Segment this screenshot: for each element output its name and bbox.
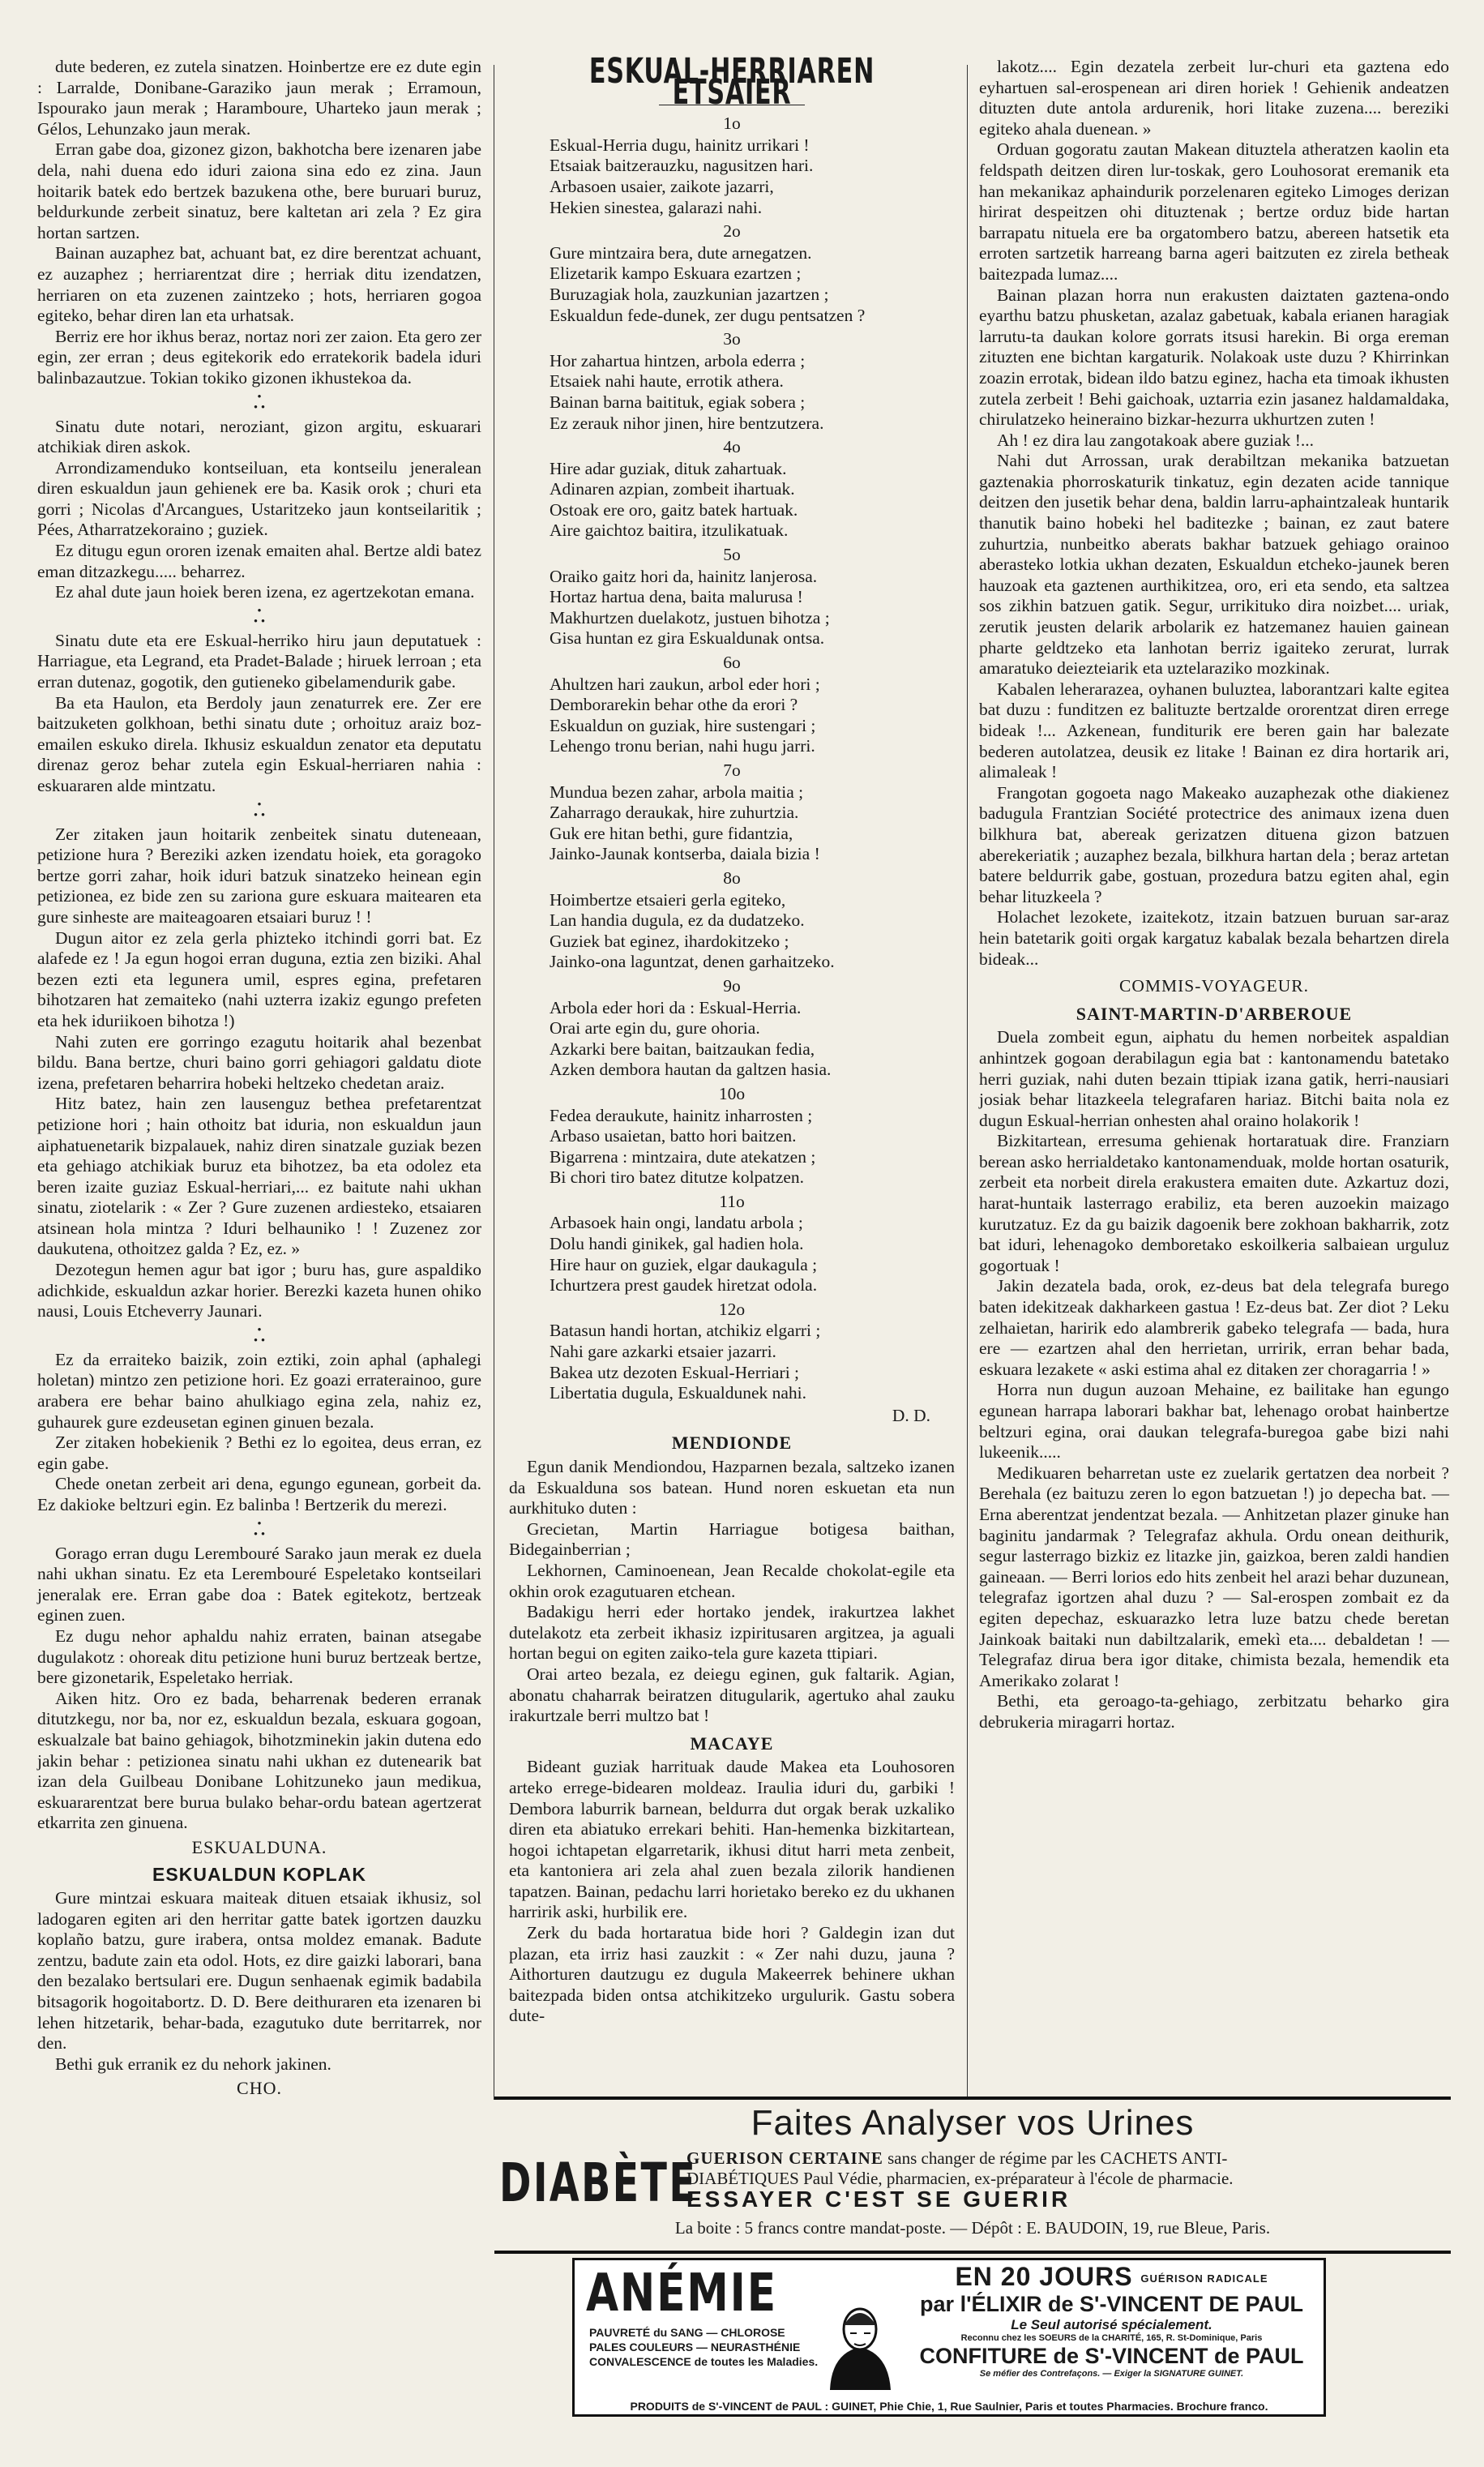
verse-line: Eskualdun on guziak, hire sustengari ; (550, 715, 816, 735)
stanza (509, 675, 955, 757)
paragraph: Bainan plazan horra nun erakusten daiztaten gaztena-ondo eyarthu batzu phusketan, azalaz gabetuak, kabala erianen haragiak larrutu-ta daukan kolore gorrats itsusi harekin. Bi orga ereman zituzten ene bichtan kargaturik. Nolakoak uste duzu ? Khirrinkan zoazin errotak, bidean ildo batzu eginez, hacha eta timoak ikhusten zutela zerbeit ! Behi gaichoak, uztarria ezin jasanez haldamaldaka, chirulatzeko heineraino bizkar-hezurra ukhurtzen zuten ! (979, 285, 1449, 430)
verse-line: Libertatia dugula, Eskualdunek nahi. (550, 1383, 807, 1403)
symptom-line: PAUVRETÉ du SANG — CHLOROSE (589, 2326, 785, 2339)
paragraph: Bainan auzaphez bat, achuant bat, ez dire berentzat achuant, ez auzaphez ; herriarentzat dire ; herriak ditu izendatzen, herriaren on eta zuzenen zaintzeko ; hots, herriaren gogoa egiteko, behar diren lan eta urhatsak. (37, 243, 481, 326)
paragraph: Ez da erraiteko baizik, zoin eztiki, zoin aphal (aphalegi holetan) mintzo zen petizione hori. Ez goazi erraterainoo, gure arabera ere behar baino ahulkiago egina zela, nahiz ez, guhaurek gure ezdeusetan eginen ginuen bezala. (37, 1349, 481, 1432)
paragraph: Orduan gogoratu zautan Makean dituztela atheratzen kaolin eta feldspath deitzen diren lur-toskak, gero Louhosorat eremanik eta han mekanikaz aphaindurik porzelenaren egiteko Limoges derizan hirirat despeitzen ohi dituztenak ; bertze orduz bide hartan barrapatu nituela ere ba orgatombero batzu, abereen hatsetik eta erroten sartzetik harreang barna ageri baitzuten ez zirela betheak baitezpada lumaz.... (979, 139, 1449, 284)
paragraph: Zer zitaken hobekienik ? Bethi ez lo egoitea, deus erran, ez egin gabe. (37, 1433, 481, 1473)
paragraph: Ba eta Haulon, eta Berdoly jaun zenaturrek ere. Zer ere baitzuketen golkhoan, bethi sinatu dute ; orhoituz araiz boz-emailen eskuko direla. Ikhusiz eskualdun zenator eta deputatu direnaz geroz behar zutela egin Eskual-herriaren nahia : eskuararen alde mintzatu. (37, 692, 481, 795)
paragraph: Sinatu dute eta ere Eskual-herriko hiru jaun deputatuek : Harriague, eta Legrand, eta Pradet-Balade ; hiruek lerroan ; eta erran dutenaz, gogotik, den gutieneko gibelamendurik gabe. (37, 630, 481, 692)
verse-line: Demborarekin behar othe da erori ? (550, 695, 798, 715)
stanza (509, 567, 955, 649)
verse-line: Ez zerauk nihor jinen, hire bentzutzera. (550, 413, 824, 433)
paragraph: Ez ahal dute jaun hoiek beren izena, ez agertzekotan emana. (55, 582, 475, 602)
verse-line: Nahi gare azkarki etsaier jazarri. (550, 1342, 776, 1362)
paragraph: Badakigu herri eder hortako jendek, irakurtzea lakhet dutelakotz eta zerbeit ikhasiz izpiritusaren argitzea, ja aguali hortan begui on egiten zaiko-tela gure kazeta ttipiari. (509, 1602, 955, 1664)
paragraph: Bizkitartean, erresuma gehienak hortaratuak dire. Franziarn berean asko herrialdetako kantonamenduak, molde hortan osaturik, zerbeit eta norbeit direla erakustera emaiten dute. Azkartuz dozi, harat-huntaik lasterrago erabiliz, eta beren auzoekin maizago kurutzatuz. Ez da gu baizik dagoenik bere zokhoan bakharrik, zotz bat iduri, lehenagoko demboretako eskoilkeria salbaiean urguluz gogortuak ! (979, 1131, 1449, 1275)
confiture-line: CONFITURE de S'-VINCENT de PAUL (919, 2344, 1304, 2368)
verse-line: Arbaso usaietan, batto hori baitzen. (550, 1126, 797, 1146)
paragraph: Horra nun dugun auzoan Mehaine, ez bailitake han egungo egunean harrapa laborari bakhar bat, lehenago orobat hainbertze beltzuri egina, orai daukan telegrafa-buregoa gabe bizi nahi lukeenik..... (979, 1380, 1449, 1463)
macaye-article (509, 1757, 955, 2027)
separator-stars: • • • (253, 798, 266, 822)
poem-title: ESKUAL-HERRIAREN ETSAIER (588, 51, 875, 113)
paragraph: Dugun aitor ez zela gerla phizteko itchindi gorri bat. Ez alafede ez ! Ja egun hogoi erran duguna, eztia zen biziki. Ahal bezen ezti eta legunera umil, espres egina, prefetaren bihotzaren hat zemaiteko (nahi uzterra izakiz egungo prefeten eta hek iduriikoen bihotza !) (37, 927, 481, 1030)
paragraph: Duela zombeit egun, aiphatu du hemen norbeitek aspaldian anhintzek gogoan derabilagun egia bat : kantonamendu batetako herri guziak, nahi duten bezain ttipiak izana gatik, herri-nausiari josiak behar litazkeela telegrafaren hariaz. Bitchi baita nola ez dugun Eskual-herrian onhesten ahal oraino holakorik ! (979, 1027, 1449, 1130)
eskualduna-signature: ESKUALDUNA. (191, 1836, 327, 1857)
en-20-jours: EN 20 JOURS (955, 2262, 1133, 2291)
paragraph: Erran gabe doa, gizonez gizon, bakhotcha bere izenaren jabe dela, nahi duena edo iduri zaiona sina edo ez zina. Jaun hoitarik batek edo bertzek bazukena othe, bere buruari buruz, beldurkunde zerbeit sinatuz, bere kaltetan ari zela ? Ez gira hortan sartzen. (37, 139, 481, 242)
paragraph: Zer zitaken jaun hoitarik zenbeitek sinatu duteneaan, petizione hura ? Bereziki azken izendatu hoiek, eta goragoko bertze gorri zahar, hoik iduri batzuk sinatzeko heinean egin petizionea, ez bide zen su zariona gure eskuara maitearen eta gure sinheste are maiteagoaren etsaiari buruz ! ! (37, 824, 481, 927)
paragraph: Grecietan, Martin Harriague botigesa baithan, Bidegainberrian ; (509, 1518, 955, 1560)
ad-title: Faites Analyser vos Urines (751, 2103, 1195, 2143)
paragraph: Bethi, eta geroago-ta-gehiago, zerbitzatu beharko gira debrukeria miragarri hortaz. (979, 1691, 1449, 1732)
verse-line: Etsaiek nahi haute, errotik athera. (550, 371, 784, 392)
cho-signature: CHO. (237, 2078, 282, 2099)
anemie-right (903, 2262, 1320, 2379)
verse-line: Guziek bat eginez, ihardokitzeko ; (550, 931, 789, 951)
stanza (509, 890, 955, 973)
paragraph: dute bederen, ez zutela sinatzen. Hoinbertze ere ez dute egin : Larralde, Donibane-Garaziko jaun merak ; Erramoun, Ispourako jaun merak ; Haramboure, Uharteko jaun merak ; Gélos, Lehunzako jaun merak. (37, 57, 481, 139)
paragraph: Arrondizamenduko kontseiluan, eta kontseilu jeneralean diren eskualdun jaun gehienek ere ba. Kasik orok ; churi eta gorri ; Nicolas d'Arcangues, Ustaritzeko jaun kontseilaritik ; Pées, Atharratzekoraino ; guziek. (37, 457, 481, 540)
column-divider (967, 65, 968, 2100)
stanza-number: 11o (719, 1191, 745, 1211)
verse-line: Hire haur on guziek, elgar daukagula ; (550, 1254, 818, 1274)
commis-signature: COMMIS-VOYAGEUR. (1118, 976, 1309, 996)
verse-line: Hor zahartua hintzen, arbola ederra ; (550, 350, 806, 370)
stanza-number: 12o (718, 1299, 746, 1319)
paragraph: lakotz.... Egin dezatela zerbeit lur-churi eta gaztena edo eyhartuen sal-erospenean ari diren horiek ! Gehienik andeatzen dituzten dute antola ardurenik, hori litake zuzena.... bereziki egiteko ahala duenean. » (979, 57, 1449, 139)
paragraph: Aiken hitz. Oro ez bada, beharrenak bederen erranak ditutzkegu, nor ba, nor ez, eskualdun bezala, eskuara gogoan, eskualzale bat baino gehiagok, bihotzminekin jakin dutena edo jakin behar : petizionea sinatu nahi ukhan ez dutenearik bat izan dela Guilbeau Donibane Lohitzuneko jaun medikua, eskuararentzat bere burua bulako behar-ordu batean agertzerat etkarrita zen ginuena. (37, 1688, 481, 1833)
paragraph: Bideant guziak harrituak daude Makea eta Louhosoren arteko errege-bidearen moldeaz. Iraulia iduri du, garbiki ! Dembora laburrik barnean, beldurra dut orgak berak uzkaliko diren eta abiatuko errekari behiti. Han-hemenka bizkitartean, hogoi ichtapetan elgarretarik, ikhusi ditut harri meta zenbeit, eta kantoniera ari zela ahal zuen bezala zilorik handienen tapatzen. Bainan, pedachu larri horietako bereko ez du ukhanen harririk aski, hurbilik ere. (509, 1757, 955, 1922)
verse-line: Gure mintzaira bera, dute arnegatzen. (550, 242, 812, 263)
verse-line: Bakea utz dezoten Eskual-Herriari ; (550, 1362, 800, 1382)
stanza-number: 2o (723, 221, 741, 242)
stanza (509, 998, 955, 1081)
stanza-number: 6o (723, 653, 741, 673)
paragraph: Ez ditugu egun ororen izenak emaiten ahal. Bertze aldi batez eman ditzazkegu..... beharrez. (37, 541, 481, 581)
mefier-line: Se méfier des Contrefaçons. — Exiger la SIGNATURE GUINET. (979, 2369, 1244, 2379)
anemie-advertisement (572, 2258, 1326, 2417)
stanza-number: 10o (718, 1083, 746, 1103)
paragraph: Gorago erran dugu Lerembouré Sarako jaun merak ez duela nahi ukhan sinatu. Ez eta Lerembouré Espeletako kontseilari jeneralak ere. Erran gabe doa : Batek egitekotz, bertzeak eginen zuen. (37, 1543, 481, 1625)
paragraph: Medikuaren beharretan uste ez zuelarik gertatzen dea norbeit ? Berehala (ez baituzu zeren lo egon batzuetan !) jo depecha bat. — Erna aberentzat jendentzat bezala. — Anhitzetan plazer ginuke han baginitu jandarmak ? Telegrafaz akhula. Ordu onean deithurik, segur lasterrago bizkiz ez litazke jin, gaizkoa, beren zaldi handien gaineaan. — Berri lorios edo hits zenbeit hel arazi behar duzunean, telegrafaz igortzen ahal duzu ? — Sal-erospen zombait ez da egiten depechaz, eskuarazko letra luze batzu chede beretan Jainkoak baitaki nun dabiltzalarik, emekì eta.... debaldetan ! — Telegrafaz dirua bera igor ditake, chimista bezala, hemendik eta Amerikako zolarat ! (979, 1463, 1449, 1690)
verse-line: Fedea deraukute, hainitz inharrosten ; (550, 1105, 813, 1125)
paragraph: Ah ! ez dira lau zangotakoak abere guziak !... (997, 430, 1314, 450)
ad-guerison: GUERISON CERTAINE (686, 2148, 883, 2168)
verse-line: Jainko-ona laguntzat, denen garhaitzeko. (550, 952, 835, 972)
verse-line: Lan handia dugula, ez da dudatzeko. (550, 910, 805, 931)
paragraph: Frangotan gogoeta nago Makeako auzaphezak othe diakienez badugula Frantzian Société protectrice des animaux izena duen bilkhura bat, abereak gerizatzen dituena gizon batzuen aberekeriatik ; auzaphez bezala, bilkhura hartan dela ; beraz artetan batere beldurrik gabe, gostuan, prozedura batzu egiten ahal, egin behar lituzkeela ? (979, 782, 1449, 906)
verse-line: Mundua bezen zahar, arbola maitia ; (550, 782, 804, 802)
stanza (509, 1106, 955, 1189)
stanza (509, 1321, 955, 1403)
paragraph: Nahi dut Arrossan, urak derabiltzan mekanika batzuetan gaztenakia phorroskaturik tinkatuz, egin dezaten acide tannique deitzen den jusetik behar dena, baldin larru-aphaintzaleak huntarik thanutik baino hobeki hel baditezke ; bainan, ez zaut batere zuhurtzia, nunbeitko aberats bakhar batzuek gehiago orainoo aberasteko lotkia ukhan dezaten, Eskualdun etcheko-jaunek beren hauzoak eta gaztenen aurthikitzea, oro, eri eta sendo, eta saltzea sos zikhin batzuen gatik. Segur, urrikituko dira noizbet.... uriak, zerutik jeusten delarik arbolarik ez hatzemanez hauien gainean pharte geldtzeko eta lanhotan berriz igaiteko zerurat, lurrak amaratuko deiezteiarik eta uztelaraziko mozkinak. (979, 451, 1449, 679)
verse-line: Azkarki bere baitan, baitzaukan fedia, (550, 1039, 815, 1059)
elixir-line: par l'ÉLIXIR de S'-VINCENT DE PAUL (920, 2292, 1303, 2316)
verse-line: Orai arte egin du, gure ohoria. (550, 1018, 760, 1039)
guerison-radicale: GUÉRISON RADICALE (1140, 2272, 1268, 2285)
anemie-symptoms (589, 2325, 818, 2369)
stanza-number: 9o (723, 975, 741, 996)
mendionde-heading: MENDIONDE (671, 1433, 793, 1454)
verse-line: Jainko-Jaunak kontserba, daiala bizia ! (550, 844, 820, 864)
column-1-body (37, 57, 481, 1834)
paragraph: Chede onetan zerbeit ari dena, egungo egunean, gorbeit da. Ez dakioke beltzuri egin. Ez balinba ! Bertzerik du merezi. (37, 1474, 481, 1514)
paragraph: Lekhornen, Caminoenean, Jean Recalde chokolat-egile eta okhin orok ezagutuaren etchean. (509, 1560, 955, 1601)
paragraph: Berriz ere hor ikhus beraz, nortaz nori zer zaion. Eta gero zer egin, zer erran ; deus egitekorik edo erratekorik badela iduri balinbazautzue. Tokian tokiko gizonen ikhustekoa da. (37, 326, 481, 388)
verse-line: Buruzagiak hola, zauzkunian jazartzen ; (550, 284, 829, 304)
verse-line: Arbola eder hori da : Eskual-Herria. (550, 997, 802, 1017)
diabete-advertisement (494, 2097, 1451, 2251)
stanza (509, 1213, 955, 1296)
koplak-heading: ESKUALDUN KOPLAK (152, 1863, 366, 1885)
koplak-paragraph-2: Bethi guk erranik ez du nehork jakinen. (55, 2054, 331, 2074)
verse-line: Guk ere hitan bethi, gure fidantzia, (550, 823, 793, 843)
macaye-heading: MACAYE (690, 1732, 774, 1754)
verse-line: Bi chori tiro batez ditutze kolpatzen. (550, 1167, 805, 1188)
verse-line: Gisa huntan ez gira Eskualdunak ontsa. (550, 628, 825, 649)
verse-line: Etsaiak baitzerauzku, nagusitzen hari. (550, 156, 814, 176)
verse-line: Dolu handi ginikek, gal hadien hola. (550, 1234, 804, 1254)
verse-line: Ostoak ere oro, gaitz batek hartuak. (550, 499, 798, 520)
verse-line: Arbasoek hain ongi, landatu arbola ; (550, 1213, 803, 1233)
saint-martin-heading: SAINT-MARTIN-D'ARBEROUE (1076, 1003, 1353, 1024)
column-2 (509, 51, 955, 2027)
verse-line: Batasun handi hortan, atchikiz elgarri ; (550, 1321, 821, 1341)
paragraph: Kabalen leherarazea, oyhanen buluztea, laborantzari kalte egitea bat duzu : funditzen ez balituzte bertzalde ororentzat diren errege bideak !... Azkenean, funditurik ere beren gain har balezate bederen autolatzea, deusik ez litake ! Bainan ez dira hortarik ari, alimaleak ! (979, 679, 1449, 782)
ad-essayer: ESSAYER C'EST SE GUERIR (686, 2186, 1071, 2212)
poem-signature: D. D. (892, 1405, 930, 1425)
stanza-number: 4o (723, 437, 741, 457)
ad-diabete-word: DIABÈTE (499, 2152, 698, 2214)
seul-autorise: Le Seul autorisé spécialement. (1011, 2317, 1212, 2332)
paragraph: Sinatu dute notari, neroziant, gizon argitu, eskuarari atchikiak diren askok. (37, 416, 481, 457)
verse-line: Hekien sinestea, galarazi nahi. (550, 197, 763, 217)
verse-line: Hoimbertze etsaieri gerla egiteko, (550, 889, 786, 910)
paragraph: Jakin dezatela bada, orok, ez-deus bat dela telegrafa burego baten idekitzeak dakharkeen gastua ! Ez-deus bat. Zer diot ? Leku zelhaietan, haririk edo alambrerik gabeko telegrafa — bada, hura ere — ezartzen ahal den herrietan, urririk, erran behar bada, eskuara lezakete « aski estima ahal ez ditaken zer choragarria ! » (979, 1276, 1449, 1379)
paragraph: Zerk du bada hortaratua bide hori ? Galdegin izan dut plazan, eta irriz hasi zauzkit : « Zer nahi duzu, jauna ? Aithorturen dautzugu ez dugula Makeerrek behinere ukhan baitezpada biden ontsa atchikitzeko urgulurik. Gastu sobera dute- (509, 1923, 955, 2026)
stanza (509, 135, 955, 218)
koplak-paragraph: Gure mintzai eskuara maiteak dituen etsaiak ikhusiz, sol ladogaren egiten ari den herritar gatte batek igortzen dauzku koplaño batzu, gure irabera, ontsa moldez emanak. Badute zentzu, badute zain eta odol. Hots, ez dire gaizki laborari, bana den bezalako bertsulari ere. Dugun senhaenak egimik badabila bitsagorik hogoitabortz. D. D. Bere deithuraren eta izenaren bi lehen hitzetarik, behar-bada, ezagutuko dute berritarrek, nor den. (37, 1888, 481, 2054)
paragraph: Nahi zuten ere gorringo ezagutu hoitarik ahal bezenbat bildu. Bana bertze, churi baino gorri gehiagori galdatu diote izena, prefetaren beharrira hobeki heltzeko chedetan araiz. (37, 1031, 481, 1093)
macaye-continued (979, 57, 1449, 970)
column-1 (37, 57, 481, 2102)
separator-stars: • • • (253, 604, 266, 628)
saint-portrait-icon (822, 2297, 899, 2390)
paragraph: Orai arteo bezala, ez deiegu eginen, guk faltarik. Agian, abonatu chaharrak beiratzen ditugularik, agertuko ahal zauku irakurtzale berri multzo bat ! (509, 1664, 955, 1726)
stanza-number: 1o (723, 113, 741, 134)
verse-line: Zaharrago deraukak, hire zuhurtzia. (550, 803, 799, 823)
verse-line: Ichurtzera prest gaudek hiretzat odola. (550, 1275, 818, 1296)
saint-martin-article (979, 1027, 1449, 1732)
reconnu-line: Reconnu chez les SOEURS de la CHARITÉ, 165, R. St-Dominique, Paris (960, 2333, 1263, 2343)
paragraph: Holachet lezokete, izaitekotz, itzain batzuen buruan sar-araz hein batetarik goiti orgak kargatuz kabalak bezala behartzen direla bideak... (979, 907, 1449, 969)
mendionde-article (509, 1457, 955, 1727)
verse-line: Hortaz hartua dena, baita malurusa ! (550, 587, 803, 607)
stanza (509, 351, 955, 434)
verse-line: Bigarrena : mintzaira, dute atekatzen ; (550, 1146, 816, 1167)
verse-line: Hire adar guziak, dituk zahartuak. (550, 458, 787, 478)
stanza (509, 459, 955, 542)
ad-footer: La boite : 5 francs contre mandat-poste. — Dépôt : E. BAUDOIN, 19, rue Bleue, Paris. (674, 2218, 1271, 2238)
verse-line: Makhurtzen duelakotz, justuen bihotza ; (550, 607, 830, 627)
stanza-number: 8o (723, 867, 741, 888)
produits-line: PRODUITS de S'-VINCENT de PAUL : GUINET, Phie Chie, 1, Rue Saulnier, Paris et toutes Pharmacies. Brochure franco. (630, 2400, 1268, 2413)
verse-line: Arbasoen usaier, zaikote jazarri, (550, 176, 774, 196)
verse-line: Eskualdun fede-dunek, zer dugu pentsatzen ? (550, 305, 866, 325)
verse-line: Oraiko gaitz hori da, hainitz lanjerosa. (550, 566, 818, 586)
paragraph: Dezotegun hemen agur bat igor ; buru has, gure aspaldiko adichkide, eskualdun azkar horier. Berezki kazeta hunen ohiko nausi, Louis Etcheverry Jaunari. (37, 1260, 481, 1321)
verse-line: Ahultzen hari zaukun, arbol eder hori ; (550, 674, 820, 694)
stanza-number: 3o (723, 329, 741, 349)
stanza-number: 5o (723, 545, 741, 565)
column-3 (979, 57, 1449, 1733)
stanza-number: 7o (723, 760, 741, 780)
verse-line: Bainan barna baitituk, egiak sobera ; (550, 392, 806, 412)
verse-line: Lehengo tronu berian, nahi hugu jarri. (550, 736, 815, 756)
verse-line: Adinaren azpian, zombeit ihartuak. (550, 479, 795, 499)
ad-text (686, 2148, 1448, 2212)
paragraph: Ez dugu nehor aphaldu nahiz erraten, bainan atsegabe dugulakotz : ohoreak ditu petizione huni buruz bertzeak bertze, bere gizonetarik, Espeletako herriak. (37, 1625, 481, 1688)
verse-line: Elizetarik kampo Eskuara ezartzen ; (550, 263, 802, 284)
ad-line2: DIABÉTIQUES Paul Védie, pharmacien, ex-préparateur à l'école de pharmacie. (686, 2169, 1234, 2188)
symptom-line: PALES COULEURS — NEURASTHÉNIE (589, 2341, 801, 2354)
stanza (509, 243, 955, 326)
verse-line: Aire gaichtoz baitira, itzulikatuak. (550, 520, 789, 541)
separator-stars: • • • (253, 1517, 266, 1541)
symptom-line: CONVALESCENCE de toutes les Maladies. (589, 2355, 819, 2368)
paragraph: Egun danik Mendiondou, Hazparnen bezala, saltzeko izanen da Eskualduna sos batean. Hund noren eskuetan eta nun aurkhituko duten : (509, 1457, 955, 1518)
stanza (509, 782, 955, 865)
separator-stars: • • • (253, 390, 266, 414)
separator-stars: • • • (253, 1323, 266, 1347)
ad-line1: sans changer de régime par les CACHETS ANTI- (883, 2148, 1228, 2168)
verse-line: Azken dembora hautan da galtzen hasia. (550, 1060, 832, 1080)
anemie-title: ANÉMIE (586, 2264, 777, 2324)
poem (509, 113, 955, 1404)
ad-bottom-rule (494, 2251, 1451, 2254)
paragraph: Hitz batez, hain zen lausenguz bethea prefetarentzat petizione hori ; hain othoitz bat iduria, non eskualdun jaun aiphatuenetarik bizpalauek, nahiz diren sinatzale guziak bezen eta gehiago atchikiak buruz eta bihotzez, ba eta odolez eta beren izaite guziaz Eskual-herriari,... ez baitute nahi ukhan sinatu, ziotelarik : « Zer ? Gure zuzenen ardiesteko, etsaiaren atsinean hola mintza ? Iduri belhauniko ! ! Zuzenez zor daukutena, othoitzez galda ? Ez, ez. » (37, 1094, 481, 1259)
verse-line: Eskual-Herria dugu, hainitz urrikari ! (550, 135, 810, 155)
